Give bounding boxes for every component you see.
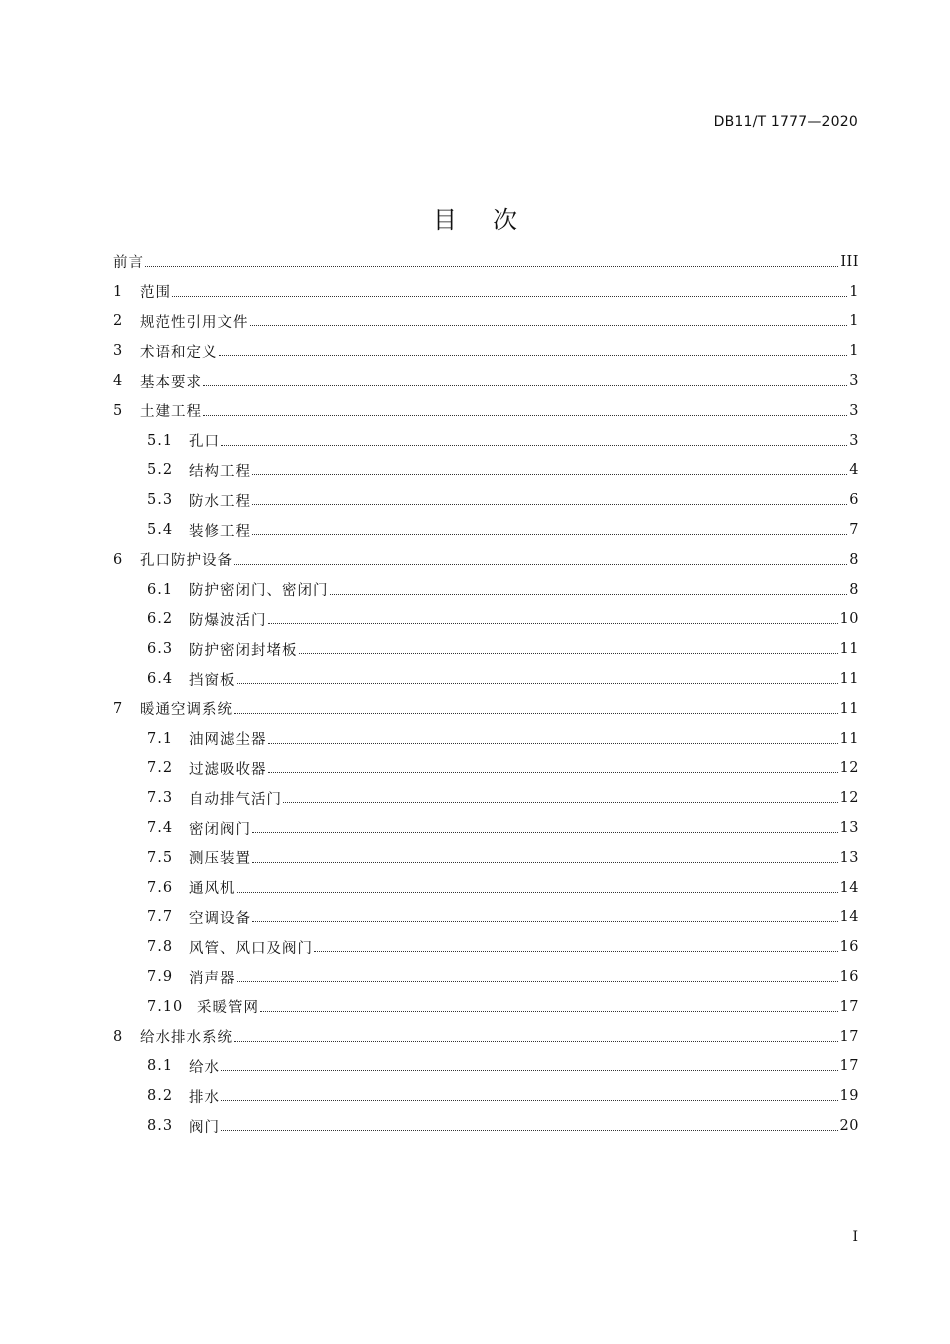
dot-leader — [299, 652, 838, 654]
toc-entry-page: 17 — [839, 998, 859, 1015]
table-of-contents — [113, 247, 859, 1141]
dot-leader — [268, 622, 838, 624]
dot-leader — [221, 444, 847, 446]
toc-entry-label: 挡窗板 — [189, 672, 236, 689]
toc-entry[interactable] — [113, 664, 859, 694]
toc-entry-page: 1 — [849, 343, 859, 360]
toc-entry-number: 5.2 — [147, 462, 174, 479]
toc-entry-page: III — [840, 253, 859, 270]
dot-leader — [234, 563, 847, 565]
dot-leader — [252, 920, 838, 922]
toc-entry-page: 3 — [849, 432, 859, 449]
toc-entry-label: 范围 — [140, 285, 171, 302]
toc-entry-number: 7.5 — [147, 849, 174, 866]
toc-entry[interactable] — [113, 575, 859, 605]
dot-leader — [237, 980, 838, 982]
toc-entry-label: 空调设备 — [189, 910, 251, 927]
toc-entry-number: 7.4 — [147, 820, 174, 837]
toc-entry[interactable] — [113, 485, 859, 515]
toc-entry-label: 装修工程 — [189, 523, 251, 540]
toc-entry-label: 防爆波活门 — [189, 612, 267, 629]
toc-entry[interactable] — [113, 1022, 859, 1052]
toc-entry[interactable] — [113, 783, 859, 813]
toc-entry-number: 7.8 — [147, 939, 174, 956]
toc-entry-label: 规范性引用文件 — [140, 314, 249, 331]
toc-entry-page: 11 — [839, 730, 859, 747]
toc-entry-label: 孔口 — [189, 434, 220, 451]
toc-entry-page: 7 — [849, 522, 859, 539]
toc-entry-number: 6.2 — [147, 611, 174, 628]
toc-entry[interactable] — [113, 1081, 859, 1111]
toc-entry-number: 8 — [113, 1028, 123, 1045]
toc-entry-number: 5.4 — [147, 522, 174, 539]
toc-entry-page: 13 — [839, 849, 859, 866]
toc-entry-number: 6.4 — [147, 671, 174, 688]
toc-entry[interactable] — [113, 336, 859, 366]
toc-entry-page: 3 — [849, 402, 859, 419]
toc-entry-page: 11 — [839, 641, 859, 658]
toc-entry-label: 密闭阀门 — [189, 821, 251, 838]
toc-entry-page: 20 — [839, 1118, 859, 1134]
toc-entry[interactable] — [113, 754, 859, 784]
toc-entry-number: 4 — [113, 373, 123, 390]
toc-entry-number: 1 — [113, 283, 123, 300]
toc-entry-number: 7.10 — [147, 998, 184, 1015]
toc-entry[interactable] — [113, 843, 859, 873]
toc-entry-page: 19 — [839, 1088, 859, 1105]
toc-entry-page: 16 — [839, 939, 859, 956]
toc-entry-number: 7 — [113, 700, 123, 717]
toc-entry[interactable] — [113, 992, 859, 1022]
toc-entry-page: 3 — [849, 373, 859, 390]
toc-entry-label: 风管、风口及阀门 — [189, 940, 313, 957]
toc-entry[interactable] — [113, 277, 859, 307]
toc-entry-page: 16 — [839, 969, 859, 986]
toc-entry[interactable] — [113, 694, 859, 724]
toc-entry-page: 17 — [839, 1058, 859, 1075]
toc-entry[interactable] — [113, 873, 859, 903]
toc-entry-label: 防护密闭门、密闭门 — [189, 583, 329, 600]
page-number: I — [852, 1229, 858, 1245]
toc-entry-number: 7.1 — [147, 730, 174, 747]
toc-entry-label: 术语和定义 — [140, 344, 218, 361]
toc-entry[interactable] — [113, 515, 859, 545]
toc-entry-number: 2 — [113, 313, 123, 330]
toc-entry-number: 3 — [113, 343, 123, 360]
toc-entry[interactable] — [113, 634, 859, 664]
toc-entry[interactable] — [113, 396, 859, 426]
toc-entry-page: 4 — [849, 462, 859, 479]
toc-entry-page: 11 — [839, 671, 859, 688]
toc-entry-page: 12 — [839, 760, 859, 777]
toc-entry-label: 前言 — [113, 255, 144, 272]
document-code: DB11/T 1777—2020 — [713, 114, 858, 130]
toc-entry-label: 结构工程 — [189, 463, 251, 480]
dot-leader — [260, 1010, 838, 1012]
toc-entry-page: 10 — [839, 611, 859, 628]
dot-leader — [268, 742, 838, 744]
dot-leader — [283, 801, 838, 803]
toc-entry-label: 孔口防护设备 — [140, 553, 233, 570]
toc-entry-number: 5 — [113, 402, 123, 419]
toc-entry-number: 7.9 — [147, 969, 174, 986]
toc-entry-number: 8.2 — [147, 1088, 174, 1105]
dot-leader — [252, 473, 847, 475]
toc-entry-label: 给水排水系统 — [140, 1030, 233, 1047]
dot-leader — [203, 384, 847, 386]
toc-entry-label: 油网滤尘器 — [189, 732, 267, 749]
toc-entry-page: 8 — [849, 551, 859, 568]
dot-leader — [221, 1069, 838, 1071]
dot-leader — [252, 831, 838, 833]
toc-entry-label: 排水 — [189, 1089, 220, 1106]
toc-entry-page: 14 — [839, 909, 859, 926]
toc-entry-page: 6 — [849, 492, 859, 509]
toc-entry[interactable] — [113, 456, 859, 486]
toc-entry[interactable] — [113, 903, 859, 933]
toc-entry-number: 6.1 — [147, 581, 174, 598]
toc-entry[interactable] — [113, 813, 859, 843]
toc-entry-label: 阀门 — [189, 1119, 220, 1136]
dot-leader — [219, 354, 848, 356]
toc-entry[interactable] — [113, 724, 859, 754]
toc-entry-number: 8.3 — [147, 1118, 174, 1134]
page-title: 目次 — [433, 206, 553, 234]
toc-entry[interactable] — [113, 545, 859, 575]
toc-entry-number: 5.3 — [147, 492, 174, 509]
toc-entry-page: 8 — [849, 581, 859, 598]
dot-leader — [252, 503, 847, 505]
dot-leader — [234, 712, 838, 714]
dot-leader — [145, 265, 838, 267]
toc-entry-label: 暖通空调系统 — [140, 702, 233, 719]
toc-entry-page: 1 — [849, 283, 859, 300]
toc-entry[interactable] — [113, 962, 859, 992]
toc-entry-page: 14 — [839, 879, 859, 896]
toc-entry[interactable] — [113, 605, 859, 635]
toc-entry-label: 防护密闭封堵板 — [189, 642, 298, 659]
toc-entry-label: 消声器 — [189, 970, 236, 987]
toc-entry[interactable] — [113, 426, 859, 456]
toc-entry[interactable] — [113, 1052, 859, 1082]
toc-entry[interactable] — [113, 366, 859, 396]
toc-entry-label: 通风机 — [189, 881, 236, 898]
toc-entry-page: 11 — [839, 700, 859, 717]
dot-leader — [234, 1040, 838, 1042]
dot-leader — [268, 771, 838, 773]
toc-entry-number: 7.3 — [147, 790, 174, 807]
toc-entry-number: 6.3 — [147, 641, 174, 658]
toc-entry-label: 基本要求 — [140, 374, 202, 391]
toc-entry-page: 13 — [839, 820, 859, 837]
dot-leader — [314, 950, 838, 952]
toc-entry-page: 12 — [839, 790, 859, 807]
toc-entry-label: 过滤吸收器 — [189, 761, 267, 778]
toc-entry-label: 防水工程 — [189, 493, 251, 510]
dot-leader — [250, 324, 848, 326]
dot-leader — [237, 682, 838, 684]
toc-entry[interactable] — [113, 1111, 859, 1141]
toc-entry-number: 8.1 — [147, 1058, 174, 1075]
dot-leader — [221, 1099, 838, 1101]
toc-entry-number: 7.7 — [147, 909, 174, 926]
toc-entry-page: 1 — [849, 313, 859, 330]
dot-leader — [330, 593, 848, 595]
toc-entry-label: 测压装置 — [189, 851, 251, 868]
toc-entry-label: 土建工程 — [140, 404, 202, 421]
toc-entry-number: 5.1 — [147, 432, 174, 449]
dot-leader — [252, 861, 838, 863]
toc-entry-label: 自动排气活门 — [189, 791, 282, 808]
toc-entry-page: 17 — [839, 1028, 859, 1045]
toc-entry[interactable] — [113, 247, 859, 277]
dot-leader — [252, 533, 847, 535]
toc-entry-number: 6 — [113, 551, 123, 568]
toc-entry-label: 采暖管网 — [197, 1000, 259, 1017]
toc-entry[interactable] — [113, 932, 859, 962]
dot-leader — [203, 414, 847, 416]
dot-leader — [237, 891, 838, 893]
toc-entry-label: 给水 — [189, 1059, 220, 1076]
dot-leader — [172, 295, 847, 297]
toc-entry-number: 7.2 — [147, 760, 174, 777]
toc-entry-number: 7.6 — [147, 879, 174, 896]
toc-entry[interactable] — [113, 307, 859, 337]
dot-leader — [221, 1129, 838, 1131]
